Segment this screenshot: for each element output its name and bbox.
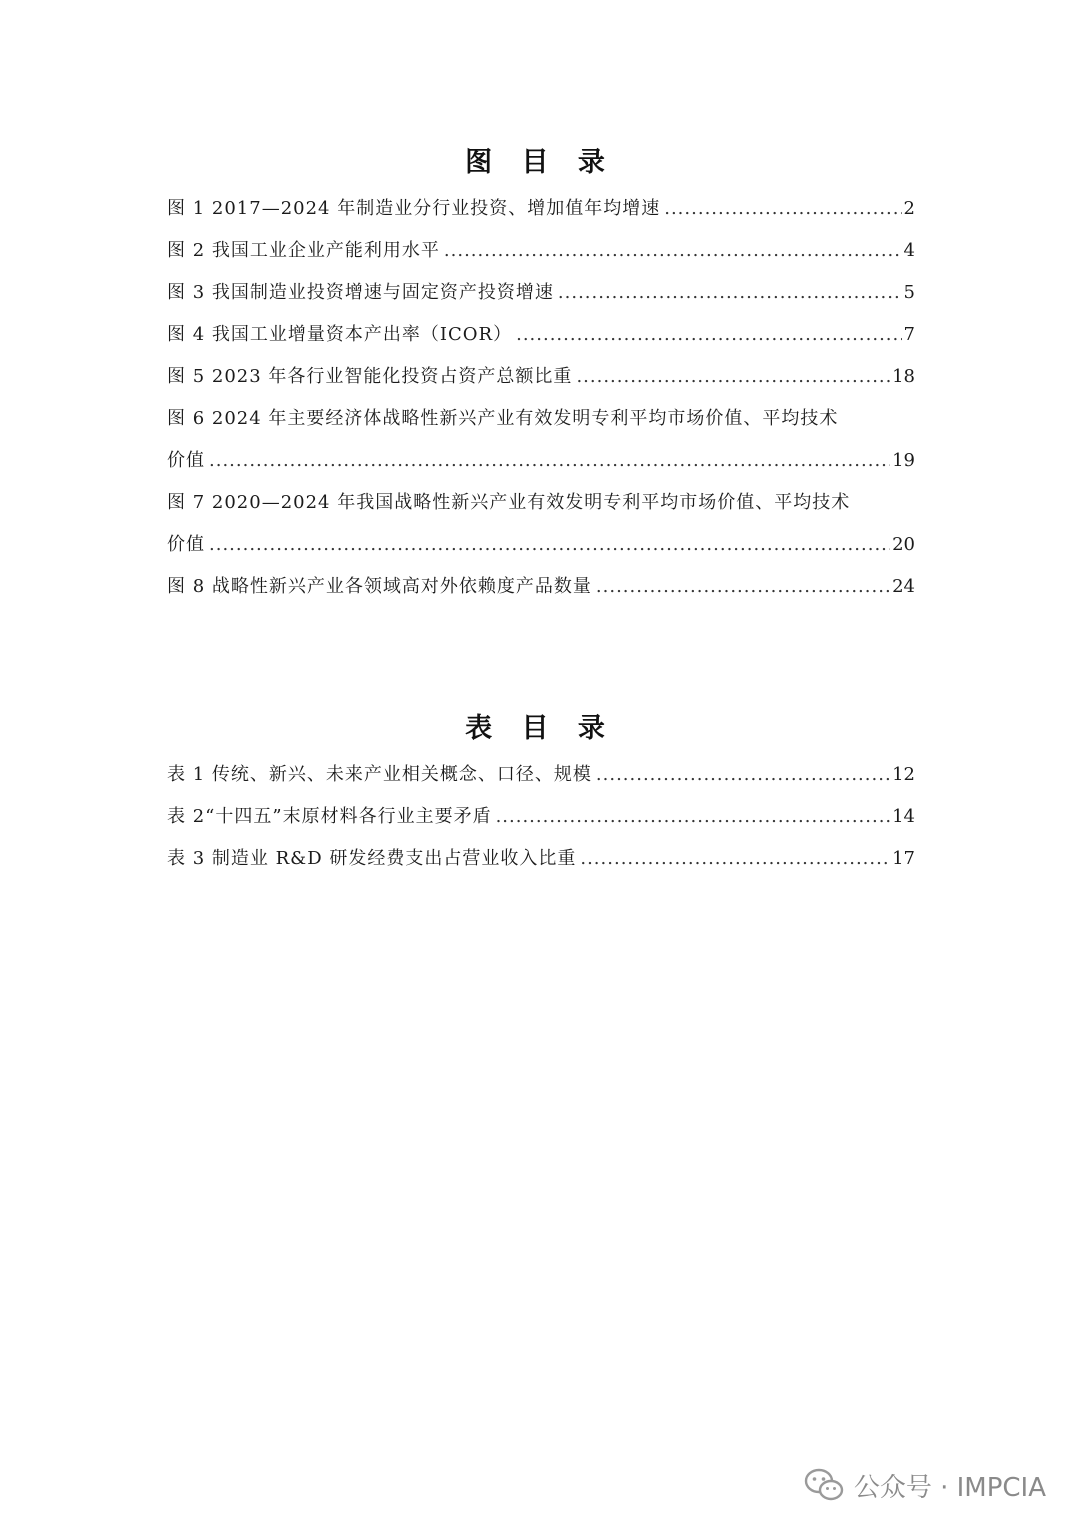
toc-entry-figure-7[interactable] xyxy=(167,482,915,566)
toc-entry-figure-6[interactable] xyxy=(167,398,915,482)
toc-entry-table-3[interactable] xyxy=(167,838,915,880)
toc-entry-title: 价值 xyxy=(167,534,205,555)
toc-entry-title-line-1: 图 6 2024 年主要经济体战略性新兴产业有效发明专利平均市场价值、平均技术 xyxy=(167,408,839,429)
figure-list xyxy=(167,188,915,608)
toc-entry-title: 表 3 制造业 R&D 研发经费支出占营业收入比重 xyxy=(167,848,577,869)
toc-leader-dots xyxy=(496,796,891,838)
toc-page-number: 20 xyxy=(892,534,915,555)
toc-entry-title: 图 2 我国工业企业产能利用水平 xyxy=(167,240,440,261)
toc-page-number: 24 xyxy=(892,576,915,597)
toc-entry-figure-8[interactable] xyxy=(167,566,915,608)
toc-entry-title: 图 4 我国工业增量资本产出率（ICOR） xyxy=(167,324,513,345)
toc-leader-dots xyxy=(596,566,890,608)
toc-entry-title-line-1: 图 7 2020—2024 年我国战略性新兴产业有效发明专利平均市场价值、平均技术 xyxy=(167,492,851,513)
toc-page-number: 12 xyxy=(892,764,915,785)
toc-entry-title: 表 2“十四五”末原材料各行业主要矛盾 xyxy=(167,806,492,827)
toc-page-number: 7 xyxy=(903,324,915,345)
toc-entry-table-1[interactable] xyxy=(167,754,915,796)
toc-entry-figure-2[interactable] xyxy=(167,230,915,272)
toc-page-number: 2 xyxy=(903,198,915,219)
toc-entry-title: 图 1 2017—2024 年制造业分行业投资、增加值年均增速 xyxy=(167,198,661,219)
toc-entry-title: 图 5 2023 年各行业智能化投资占资产总额比重 xyxy=(167,366,573,387)
toc-leader-dots xyxy=(596,754,890,796)
watermark-text: 公众号 · IMPCIA xyxy=(853,1472,1046,1503)
toc-entry-figure-1[interactable] xyxy=(167,188,915,230)
toc-entry-title: 表 1 传统、新兴、未来产业相关概念、口径、规模 xyxy=(167,764,592,785)
watermark xyxy=(804,1465,1046,1505)
toc-leader-dots xyxy=(664,188,901,230)
toc-entry-figure-5[interactable] xyxy=(167,356,915,398)
table-list-heading: 表 目 录 xyxy=(465,713,615,744)
toc-leader-dots xyxy=(209,524,890,566)
toc-page-number: 19 xyxy=(892,450,915,471)
figure-list-heading: 图 目 录 xyxy=(465,147,615,178)
toc-page-number: 5 xyxy=(903,282,915,303)
table-list xyxy=(167,754,915,880)
toc-entry-title: 图 3 我国制造业投资增速与固定资产投资增速 xyxy=(167,282,554,303)
toc-page-number: 14 xyxy=(892,806,915,827)
wechat-icon xyxy=(804,1468,844,1502)
toc-entry-figure-4[interactable] xyxy=(167,314,915,356)
toc-leader-dots xyxy=(558,272,902,314)
toc-entry-title: 价值 xyxy=(167,450,205,471)
toc-entry-title: 图 8 战略性新兴产业各领域高对外依赖度产品数量 xyxy=(167,576,592,597)
toc-leader-dots xyxy=(444,230,902,272)
toc-leader-dots xyxy=(576,356,890,398)
toc-leader-dots xyxy=(516,314,901,356)
toc-leader-dots xyxy=(580,838,890,880)
toc-page-number: 18 xyxy=(892,366,915,387)
toc-page-number: 4 xyxy=(903,240,915,261)
toc-entry-figure-3[interactable] xyxy=(167,272,915,314)
toc-page-number: 17 xyxy=(892,848,915,869)
toc-leader-dots xyxy=(209,440,890,482)
toc-entry-table-2[interactable] xyxy=(167,796,915,838)
